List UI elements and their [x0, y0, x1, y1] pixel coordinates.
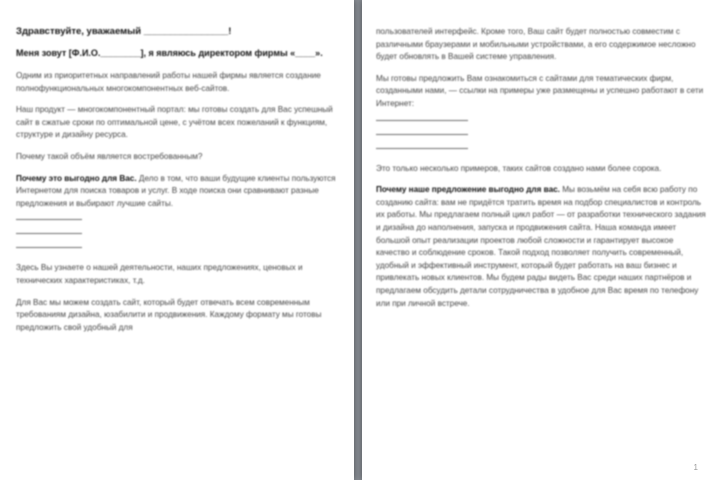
paragraph-text: Дело в том, что ваши будущие клиенты пользуются Интернетом для поиска товаров и услуг. В ходе поиска они сравнивают разные предложения и выбирают лучшие сайты. — [16, 173, 336, 208]
blank-lines — [376, 120, 706, 149]
paragraph: Мы готовы предложить Вам ознакомиться с сайтами для тематических фирм, созданными нами, — ссылки на примеры уже размещены и успешно работают в сети Интернет: — [376, 73, 704, 108]
bold-lead-paragraph — [16, 173, 338, 211]
bold-lead: Почему это выгодно для Вас. — [16, 173, 137, 183]
document-page-left — [0, 0, 354, 480]
bold-lead-paragraph — [376, 184, 706, 310]
greeting-line: Здравствуйте, уважаемый ________________! — [16, 26, 232, 37]
subject-line: Меня зовут [Ф.И.О.________], я являюсь директором фирмы «____». — [16, 48, 323, 58]
blank-line — [16, 233, 82, 234]
page-content — [16, 26, 338, 334]
blank-line — [376, 148, 468, 149]
page-number: 1 — [693, 463, 698, 472]
blank-line — [16, 219, 82, 220]
bold-lead: Почему наше предложение выгодно для вас. — [376, 185, 560, 195]
document-page-right — [362, 0, 720, 480]
paragraph: Наш продукт — многокомпонентный портал: мы готовы создать для Вас успешный сайт в сжатые сроки по оптимальной цене, с учётом всех пожеланий к функциям, структуре и дизайну ресурса. — [16, 105, 333, 140]
page-content — [376, 26, 706, 310]
blank-lines — [16, 219, 338, 248]
blank-line — [376, 120, 468, 121]
paragraph-text: Мы возьмём на себя всю работу по созданию сайта: вам не придётся тратить время на подбор специалистов и контроль их работы. Мы предлагаем полный цикл работ — от разработки технического задания и дизайна до наполнения, запуска и продвижения сайта. Наша команда имеет большой опыт реализации проектов любой сложности и гарантирует высокое качество и соблюдение сроков. Такой подход позволяет получить современный, удобный и эффективный инструмент, который будет работать на ваш бизнес и привлекать новых клиентов. Мы будем рады видеть Вас среди наших партнёров и предлагаем обсудить детали сотрудничества в удобное для Вас время по телефону или при личной встрече. — [376, 185, 706, 308]
blank-line — [16, 247, 82, 248]
blank-line — [376, 134, 468, 135]
paragraph: Одним из приоритетных направлений работы нашей фирмы является создание полнофункциональных многокомпонентных веб-сайтов. — [16, 71, 321, 93]
paragraph: пользователей интерфейс. Кроме того, Ваш сайт будет полностью совместим с различными браузерами и мобильными устройствами, а его содержимое несложно будет обновлять в Вашей системе управления. — [376, 27, 696, 62]
paragraph: Для Вас мы можем создать сайт, который будет отвечать всем современным требованиям дизайна, юзабилити и продвижения. Каждому формату мы готовы предложить свой удобный для — [16, 297, 322, 332]
paragraph: Здесь Вы узнаете о нашей деятельности, наших предложениях, ценовых и технических характеристиках, т.д. — [16, 263, 303, 285]
paragraph: Это только несколько примеров, таких сайтов создано нами более сорока. — [376, 163, 662, 173]
paragraph: Почему такой объём является востребованным? — [16, 151, 203, 161]
